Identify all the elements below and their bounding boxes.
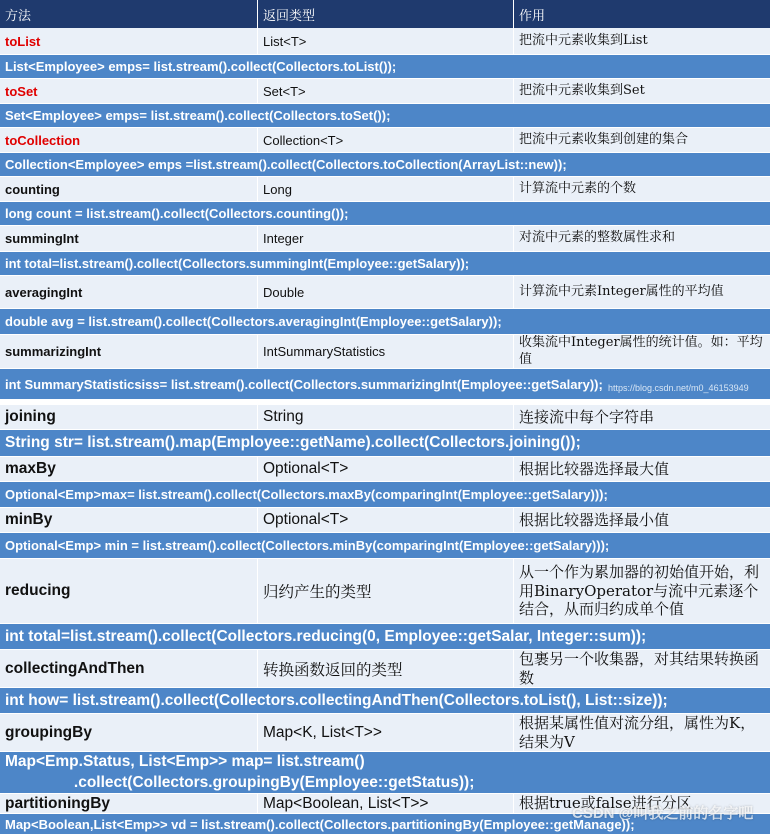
return-type: List<T>: [258, 28, 514, 54]
return-type: Long: [258, 177, 514, 201]
method-name: minBy: [0, 508, 258, 532]
description: 计算流中元素Integer属性的平均值: [519, 283, 724, 299]
description: 根据比较器选择最大值: [519, 459, 670, 478]
table-header: [0, 0, 770, 28]
method-name: groupingBy: [0, 714, 258, 751]
table-row: [0, 128, 770, 153]
csdn-watermark: CSDN @叫我之前的名字吧: [572, 805, 754, 822]
table-row: [0, 79, 770, 104]
return-type: 转换函数返回的类型: [258, 650, 514, 687]
method-name: partitioningBy: [0, 794, 258, 813]
table-row: [0, 405, 770, 430]
table-row: [0, 508, 770, 533]
return-type: IntSummaryStatistics: [258, 335, 514, 368]
return-type: Optional<T>: [258, 508, 514, 532]
method-name: reducing: [0, 559, 258, 623]
code-row: [0, 309, 770, 334]
table-row: [0, 559, 770, 624]
return-type: Collection<T>: [258, 128, 514, 152]
blog-watermark: https://blog.csdn.net/m0_46153949: [608, 383, 749, 393]
code-example: Map<Boolean,List<Emp>> vd = list.stream().collect(Collectors.partitioningBy(Employee::getManage));: [5, 816, 635, 832]
description: 从一个作为累加器的初始值开始，利用BinaryOperator与流中元素逐个结合，从而归约成单个值: [519, 562, 760, 619]
method-name: summarizingInt: [0, 335, 258, 368]
code-example: Optional<Emp>max= list.stream().collect(Collectors.maxBy(comparingInt(Employee::getSalary)));: [5, 487, 608, 502]
code-row: [0, 252, 770, 275]
description: 连接流中每个字符串: [519, 407, 655, 426]
method-name: averagingInt: [0, 276, 258, 308]
table-row: [0, 28, 770, 55]
code-example: Optional<Emp> min = list.stream().collect(Collectors.minBy(comparingInt(Employee::getSalary)));: [5, 538, 610, 553]
header-return-type: 返回类型: [258, 0, 514, 28]
return-type: Double: [258, 276, 514, 308]
method-name: summingInt: [0, 226, 258, 251]
return-type: Map<Boolean, List<T>>: [258, 794, 514, 813]
method-name: collectingAndThen: [0, 650, 258, 687]
code-row: [0, 533, 770, 558]
code-row: [0, 752, 770, 793]
code-line-2: .collect(Collectors.groupingBy(Employee::getStatus));: [5, 773, 475, 791]
code-row: [0, 624, 770, 649]
code-row: [0, 104, 770, 127]
code-row: [0, 55, 770, 78]
code-row: [0, 202, 770, 225]
code-example: Set<Employee> emps= list.stream().collect(Collectors.toSet());: [5, 108, 391, 123]
code-example: double avg = list.stream().collect(Collectors.averagingInt(Employee::getSalary));: [5, 314, 502, 329]
code-row: [0, 430, 770, 456]
description: 收集流中Integer属性的统计值。如：平均值: [519, 335, 763, 367]
description: 把流中元素收集到Set: [519, 82, 645, 98]
code-line-1: Map<Emp.Status, List<Emp>> map= list.stream(): [5, 753, 365, 771]
table-row: [0, 650, 770, 688]
code-example: int total=list.stream().collect(Collectors.reducing(0, Employee::getSalar, Integer::sum));: [5, 627, 647, 645]
description: 包裹另一个收集器，对其结果转换函数: [519, 650, 760, 687]
header-description: 作用: [519, 7, 546, 23]
header-method: 方法: [0, 0, 258, 28]
return-type: 归约产生的类型: [258, 559, 514, 623]
code-example: String str= list.stream().map(Employee::getName).collect(Collectors.joining());: [5, 434, 581, 451]
return-type: Set<T>: [258, 79, 514, 103]
table-row: [0, 226, 770, 252]
code-example: [5, 752, 770, 793]
return-type: Optional<T>: [258, 457, 514, 481]
method-name: maxBy: [0, 457, 258, 481]
method-name: counting: [0, 177, 258, 201]
return-type: String: [258, 405, 514, 429]
description: 把流中元素收集到创建的集合: [519, 131, 689, 147]
return-type: Map<K, List<T>>: [258, 714, 514, 751]
method-name: toSet: [0, 79, 258, 103]
code-row: [0, 153, 770, 176]
description: 计算流中元素的个数: [519, 180, 637, 196]
code-example: List<Employee> emps= list.stream().collect(Collectors.toList());: [5, 59, 397, 74]
description: 把流中元素收集到List: [519, 32, 648, 48]
code-row: [0, 482, 770, 507]
code-example: int SummaryStatisticsiss= list.stream().collect(Collectors.summarizingInt(Employee::getSalary));: [5, 376, 603, 392]
code-example: int total=list.stream().collect(Collectors.summingInt(Employee::getSalary));: [5, 256, 470, 271]
code-example: long count = list.stream().collect(Collectors.counting());: [5, 206, 349, 221]
table-row: [0, 335, 770, 369]
description: 根据比较器选择最小值: [519, 510, 670, 529]
table-row: [0, 177, 770, 202]
method-name: joining: [0, 405, 258, 429]
table-row: [0, 276, 770, 309]
table-row: [0, 714, 770, 752]
return-type: Integer: [258, 226, 514, 251]
table-row: [0, 457, 770, 482]
code-example: Collection<Employee> emps =list.stream().collect(Collectors.toCollection(ArrayList::new));: [5, 157, 567, 172]
code-example: int how= list.stream().collect(Collectors.collectingAndThen(Collectors.toList(), List::size));: [5, 691, 668, 709]
description: 对流中元素的整数属性求和: [519, 230, 676, 246]
method-name: toList: [0, 28, 258, 54]
code-row: [0, 688, 770, 713]
description: 根据某属性值对流分组，属性为K，结果为V: [519, 714, 756, 751]
method-name: toCollection: [0, 128, 258, 152]
description: 根据true或false进行分区: [519, 794, 692, 813]
